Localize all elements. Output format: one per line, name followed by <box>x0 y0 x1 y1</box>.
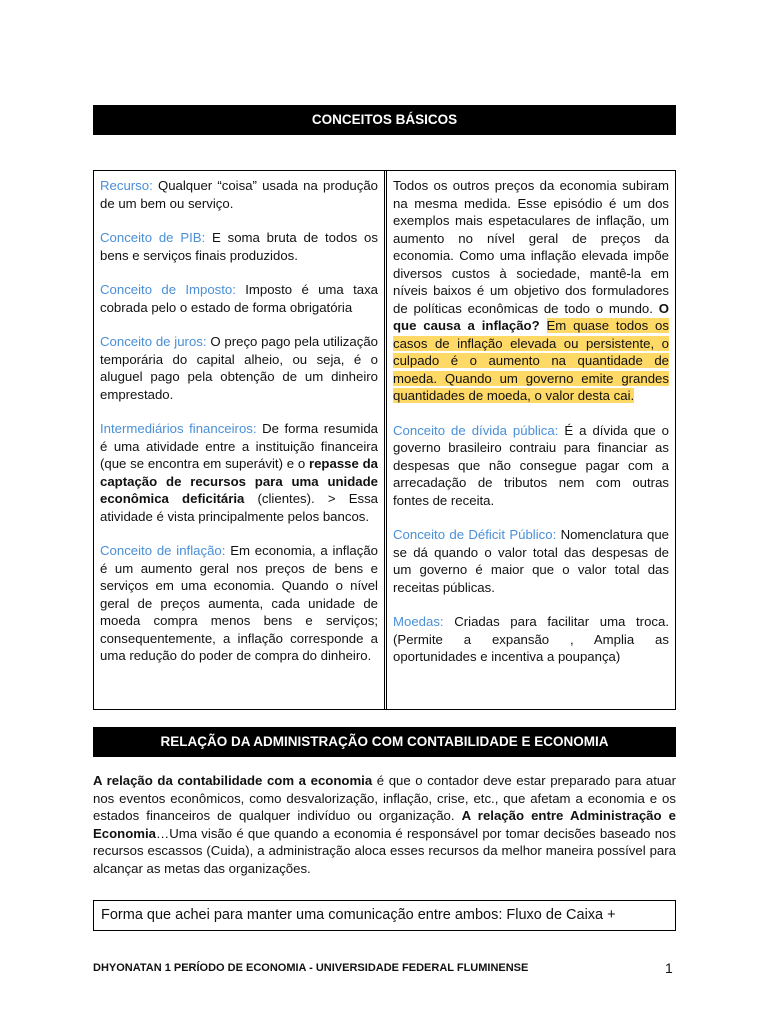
section-header-relation: RELAÇÃO DA ADMINISTRAÇÃO COM CONTABILIDADE E ECONOMIA <box>93 727 676 757</box>
text-inflacao-cont: Todos os outros preços da economia subiram na mesma medida. Esse episódio é um dos exemplos mais espetaculares de inflação, um aumento no nível geral de preços da economia. Como uma inflação elevada impõe diversos custos à sociedade, mantê-la em níveis baixos é um objetivo dos formuladores de políticas econômicas de todo o mundo. <box>393 178 669 316</box>
text-imposto: Imposto é uma taxa cobrada pelo o estado de forma obrigatória <box>100 282 378 315</box>
concept-imposto <box>100 281 378 316</box>
text-pib: E soma bruta de todos os bens e serviços finais produzidos. <box>100 230 378 263</box>
concepts-table <box>93 170 676 710</box>
text-divida: É a dívida que o governo brasileiro contraiu para financiar as despesas que não consegue pagar com a arrecadação de tributos nem com outras fontes de receita. <box>393 422 669 508</box>
term-intermediarios: Intermediários financeiros: <box>100 421 257 436</box>
concept-inflacao-continued <box>393 177 669 405</box>
text-inflacao: Em economia, a inflação é um aumento geral nos preços de bens e serviços em uma economia. Quando o nível geral de preços aumenta, cada unidade de moeda compra menos bens e serviços; consequentemente, a inflação corresponde a uma redução do poder de compra do dinheiro. <box>100 543 378 663</box>
term-inflacao: Conceito de inflação: <box>100 543 226 558</box>
section-header-basics: CONCEITOS BÁSICOS <box>93 105 676 135</box>
text-deficit: Nomenclatura que se dá quando o valor total das despesas de um governo é maior que o valor total das receitas públicas. <box>393 527 669 595</box>
text-recurso: Qualquer “coisa” usada na produção de um bem ou serviço. <box>100 178 378 211</box>
cash-flow-box: Forma que achei para manter uma comunicação entre ambos: Fluxo de Caixa + <box>93 900 676 931</box>
relation-paragraph <box>93 772 676 877</box>
relation-text-2: …Uma visão é que quando a economia é responsável por tomar decisões baseado nos recursos escassos (Cuida), a administração aloca esses recursos da melhor maneira possível para alcançar as metas das organizações. <box>93 825 676 876</box>
relation-text-1: é que o contador deve estar preparado para atuar nos eventos econômicos, como desvalorização, inflação, crise, etc., que afetam a economia e os estados financeiros de qualquer indivíduo ou organização. <box>93 773 676 823</box>
relation-bold-2: A relação entre Administração e Economia <box>93 808 677 841</box>
text-intermediarios-2: (clientes). > Essa atividade é vista principalmente pelos bancos. <box>100 491 379 524</box>
concept-pib <box>100 229 378 264</box>
page-number: 1 <box>665 960 673 976</box>
text-question: O que causa a inflação? <box>393 300 669 333</box>
concept-intermediarios <box>100 420 378 525</box>
concept-inflacao <box>100 542 378 665</box>
text-intermediarios-1: De forma resumida é uma atividade entre a instituição financeira (que se encontra em superávit) e o <box>100 421 378 471</box>
term-recurso: Recurso: <box>100 178 153 193</box>
footer-text: DHYONATAN 1 PERÍODO DE ECONOMIA - UNIVERSIDADE FEDERAL FLUMINENSE <box>93 962 529 974</box>
term-moedas: Moedas: <box>393 614 444 629</box>
concepts-left-column <box>94 171 385 709</box>
concept-deficit <box>393 526 669 596</box>
concept-moedas <box>393 613 669 666</box>
term-pib: Conceito de PIB: <box>100 230 206 245</box>
text-intermediarios-bold: repasse da captação de recursos para uma unidade econômica deficitária <box>100 456 378 506</box>
concept-divida <box>393 422 669 510</box>
text-moedas: Criadas para facilitar uma troca. (Permite a expansão , Amplia as oportunidades e incentiva a poupança) <box>393 614 669 664</box>
term-deficit: Conceito de Déficit Público: <box>393 527 557 542</box>
concepts-right-column <box>386 171 675 709</box>
highlighted-text: Em quase todos os casos de inflação elevada ou persistente, o culpado é o aumento na quantidade de moeda. Quando um governo emite grandes quantidades de moeda, o valor desta cai. <box>393 318 669 403</box>
concept-juros <box>100 333 378 403</box>
text-juros: O preço pago pela utilização temporária do capital alheio, ou seja, é o aluguel pago pela obtenção de um dinheiro emprestado. <box>100 334 378 402</box>
relation-bold-1: A relação da contabilidade com a economia <box>93 773 373 788</box>
term-imposto: Conceito de Imposto: <box>100 282 236 297</box>
term-divida: Conceito de dívida pública: <box>393 422 559 438</box>
term-juros: Conceito de juros: <box>100 334 207 349</box>
concept-recurso <box>100 177 378 212</box>
